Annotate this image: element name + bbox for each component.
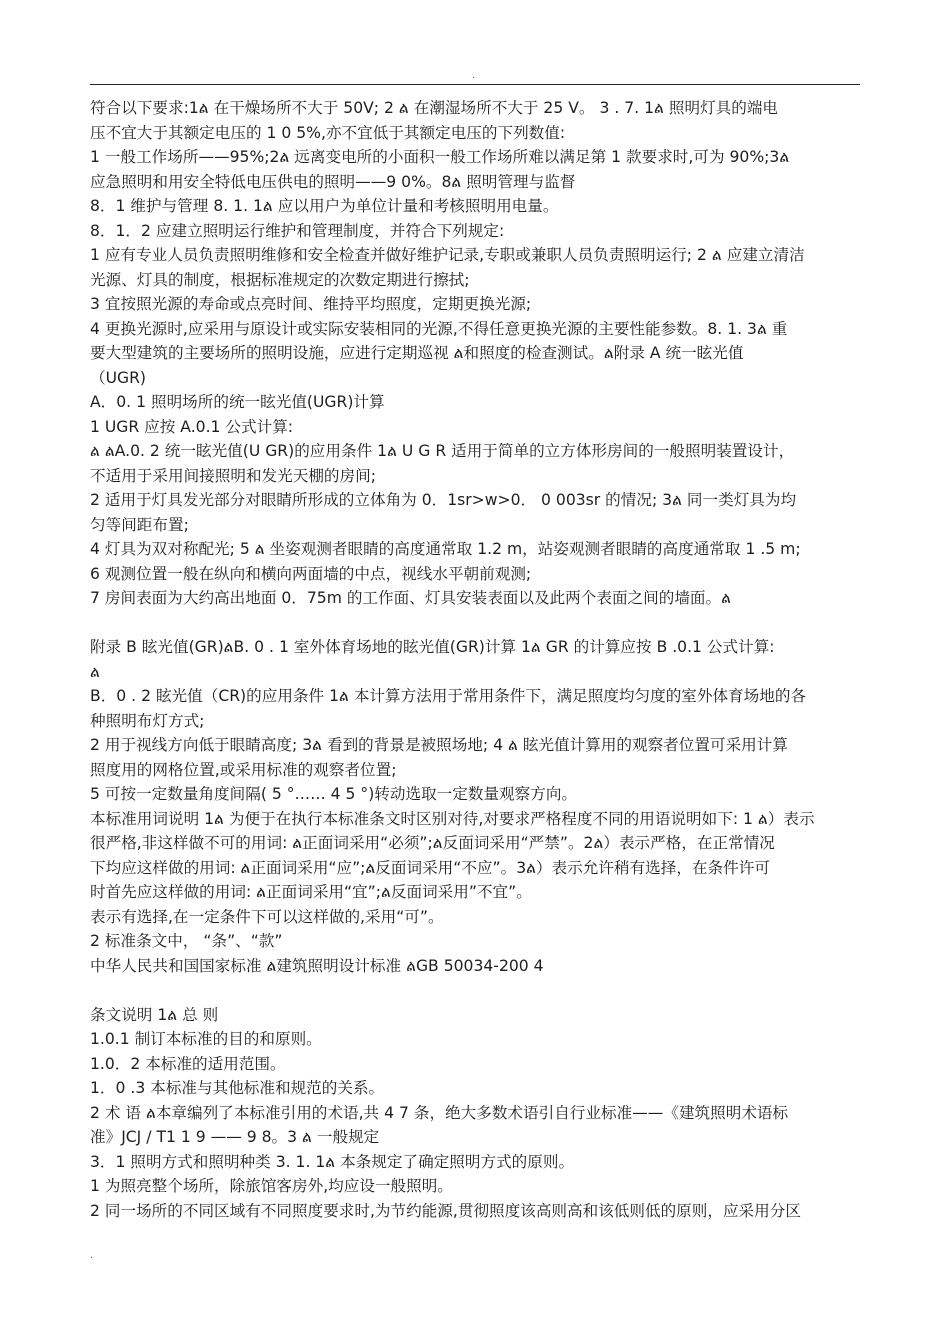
text-line: 要大型建筑的主要场所的照明设施，应进行定期巡视 ል和照度的检查测试。ል附录 A 统一眩光值 [90, 344, 744, 362]
text-line: A．0. 1 照明场所的统一眩光值(UGR)计算 [90, 393, 385, 411]
text-line: B．0 . 2 眩光值（CR)的应用条件 1ል 本计算方法用于常用条件下，满足照度均匀度的室外体育场地的各 [90, 687, 807, 705]
text-line: 1．0 .3 本标准与其他标准和规范的关系。 [90, 1079, 385, 1097]
text-line: 4 更换光源时,应采用与原设计或实际安装相同的光源,不得任意更换光源的主要性能参数。8. 1. 3ል 重 [90, 319, 788, 338]
text-line: 1 UGR 应按 A.0.1 公式计算: [90, 417, 294, 436]
text-line: 本标准用词说明 1ል 为便于在执行本标准条文时区别对待,对要求严格程度不同的用语说明如下: 1 ል）表示 [90, 809, 815, 828]
text-line: ል [90, 662, 100, 681]
text-line: 3．1 照明方式和照明种类 3. 1. 1ል 本条规定了确定照明方式的原则。 [90, 1152, 575, 1171]
text-line: （UGR) [90, 368, 147, 387]
blank-line [90, 611, 860, 636]
document-body [90, 96, 860, 1223]
text-line: 5 可按一定数量角度间隔( 5 °…… 4 5 °)转动选取一定数量观察方向。 [90, 785, 578, 803]
text-line: 8．1 维护与管理 8. 1. 1ል 应以用户为单位计量和考核照明用电量。 [90, 197, 559, 215]
text-line: 1 应有专业人员负责照明维修和安全检查并做好维护记录,专职或兼职人员负责照明运行; 2 ል 应建立清洁 [90, 246, 805, 264]
text-line: 照度用的网格位置,或采用标准的观察者位置; [90, 760, 397, 779]
text-line: 压不宜大于其额定电压的 1 0 5%,亦不宜低于其额定电压的下列数值: [90, 123, 566, 142]
text-line: 很严格,非这样做不可的用词: ል正面词采用“必须”;ል反面词采用“严禁”。2ል）表示严格，在正常情况 [90, 834, 775, 852]
text-line: 4 灯具为双对称配光; 5 ል 坐姿观测者眼睛的高度通常取 1.2 m，站姿观测者眼睛的高度通常取 1 .5 m; [90, 540, 801, 558]
header-rule [90, 84, 860, 85]
header-mark: . [472, 70, 476, 81]
text-line: 附录 B 眩光值(GR)ልB. 0 . 1 室外体育场地的眩光值(GR)计算 1ል GR 的计算应按 B .0.1 公式计算: [90, 638, 775, 656]
text-line: 条文说明 1ል 总 则 [90, 1005, 219, 1024]
text-line: 8．1．2 应建立照明运行维护和管理制度，并符合下列规定: [90, 221, 505, 240]
text-line: 符合以下要求:1ል 在干燥场所不大于 50V; 2 ል 在潮湿场所不大于 25 V。 3 . 7. 1ል 照明灯具的端电 [90, 99, 779, 117]
text-line: 1 为照亮整个场所，除旅馆客房外,均应设一般照明。 [90, 1177, 453, 1195]
text-line: 下均应这样做的用词: ል正面词采用“应”;ል反面词采用“不应”。3ል）表示允许稍有选择，在条件许可 [90, 858, 770, 877]
text-line: ል ልA.0. 2 统一眩光值(U GR)的应用条件 1ል U G R 适用于简单的立方体形房间的一般照明装置设计， [90, 442, 795, 460]
text-line: 种照明布灯方式; [90, 711, 205, 730]
text-line: 时首先应这样做的用词: ል正面词采用“宜”;ል反面词采用”不宜”。 [90, 883, 532, 901]
text-line: 2 用于视线方向低于眼睛高度; 3ል 看到的背景是被照场地; 4 ል 眩光值计算用的观察者位置可采用计算 [90, 736, 788, 754]
text-line: 应急照明和用安全特低电压供电的照明——9 0%。8ል 照明管理与监督 [90, 172, 576, 191]
text-line: 光源、灯具的制度，根据标准规定的次数定期进行擦拭; [90, 270, 470, 289]
text-line: 7 房间表面为大约高出地面 0．75m 的工作面、灯具安装表面以及此两个表面之间的墙面。ል [90, 589, 732, 607]
text-line: 2 标准条文中， “条”、“款” [90, 932, 283, 950]
text-line: 表示有选择,在一定条件下可以这样做的,采用“可”。 [90, 907, 444, 926]
text-line: 1 一般工作场所——95%;2ል 远离变电所的小面积一般工作场所难以满足第 1 款要求时,可为 90%;3ል [90, 148, 790, 166]
text-line: 2 术 语 ል本章编列了本标准引用的术语,共 4 7 条，绝大多数术语引自行业标准——《建筑照明术语标 [90, 1103, 789, 1122]
text-line: 不适用于采用间接照明和发光天棚的房间; [90, 466, 376, 485]
text-line: 3 宜按照光源的寿命或点亮时间、维持平均照度，定期更换光源; [90, 295, 532, 313]
blank-line [90, 978, 860, 1003]
text-line: 2 适用于灯具发光部分对眼睛所形成的立体角为 0．1sr>w>0． 0 003sr 的情况; 3ል 同一类灯具为均 [90, 491, 797, 509]
text-line: 6 观测位置一般在纵向和横向两面墙的中点，视线水平朝前观测; [90, 564, 532, 583]
text-line: 准》JCJ / T1 1 9 —— 9 8。3 ል 一般规定 [90, 1128, 380, 1146]
footer-mark: . [90, 1250, 94, 1261]
text-line: 1.0．2 本标准的适用范围。 [90, 1054, 286, 1073]
text-line: 1.0.1 制订本标准的目的和原则。 [90, 1030, 322, 1048]
text-line: 匀等间距布置; [90, 515, 189, 534]
text-line: 2 同一场所的不同区域有不同照度要求时,为节约能源,贯彻照度该高则高和该低则低的原则，应采用分区 [90, 1201, 801, 1220]
text-line: 中华人民共和国国家标准 ል建筑照明设计标准 ልGB 50034-200 4 [90, 956, 544, 975]
